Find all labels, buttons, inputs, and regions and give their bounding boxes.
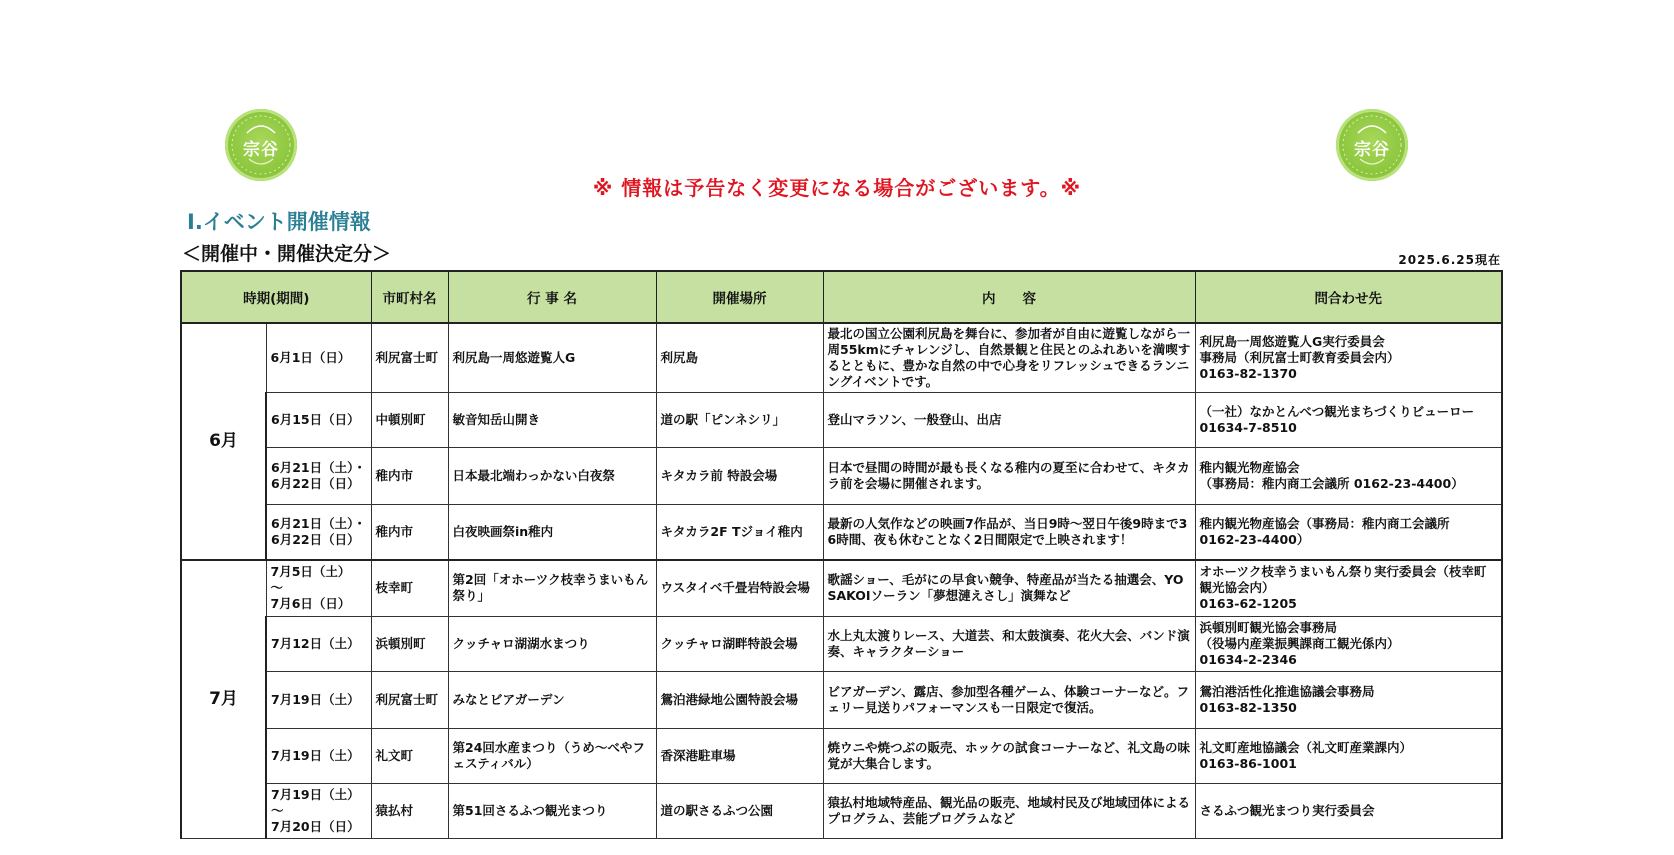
date-cell: 6月21日（土）・ 6月22日（日）: [266, 448, 371, 505]
contact-cell: さるふつ観光まつり実行委員会: [1195, 784, 1502, 839]
event-name-cell: 第2回「オホーツク枝幸うまいもん祭り」: [448, 560, 656, 617]
month-cell: 6月: [181, 323, 266, 560]
section-title: Ⅰ.イベント開催情報: [187, 210, 371, 234]
contact-cell: 鴛泊港活性化推進協議会事務局 0163-82-1350: [1195, 672, 1502, 729]
table-row: [181, 784, 1502, 839]
table-row: [181, 505, 1502, 560]
date-cell: 6月21日（土）・ 6月22日（日）: [266, 505, 371, 560]
town-cell: 中頓別町: [371, 393, 448, 448]
header-town: 市町村名: [371, 271, 448, 323]
change-notice: ※ 情報は予告なく変更になる場合がございます。※: [592, 176, 1082, 200]
town-cell: 浜頓別町: [371, 617, 448, 672]
table-row: [181, 448, 1502, 505]
contact-cell: 稚内観光物産協会（事務局：稚内商工会議所 0162-23-4400）: [1195, 505, 1502, 560]
event-name-cell: 第51回さるふつ観光まつり: [448, 784, 656, 839]
header-content: 内 容: [823, 271, 1195, 323]
header-event: 行 事 名: [448, 271, 656, 323]
date-cell: 7月19日（土）～ 7月20日（日）: [266, 784, 371, 839]
header-contact: 問合わせ先: [1195, 271, 1502, 323]
date-cell: 6月1日（日）: [266, 323, 371, 393]
town-cell: 礼文町: [371, 729, 448, 784]
contact-cell: 利尻島一周悠遊覧人G実行委員会 事務局（利尻富士町教育委員会内） 0163-82-1370: [1195, 323, 1502, 393]
events-table: [180, 270, 1503, 839]
header-period: 時期(期間): [181, 271, 371, 323]
date-cell: 7月19日（土）: [266, 672, 371, 729]
event-name-cell: 敏音知岳山開き: [448, 393, 656, 448]
event-name-cell: みなとビアガーデン: [448, 672, 656, 729]
event-name-cell: 日本最北端わっかない白夜祭: [448, 448, 656, 505]
content-cell: 最新の人気作などの映画7作品が、当日9時～翌日午後9時まで36時間、夜も休むことなく2日間限定で上映されます！: [823, 505, 1195, 560]
venue-cell: 香深港駐車場: [656, 729, 823, 784]
town-cell: 猿払村: [371, 784, 448, 839]
venue-cell: 道の駅「ピンネシリ」: [656, 393, 823, 448]
content-cell: 猿払村地域特産品、観光品の販売、地域村民及び地域団体によるプログラム、芸能プログラムなど: [823, 784, 1195, 839]
table-row: [181, 323, 1502, 393]
content-cell: ビアガーデン、露店、参加型各種ゲーム、体験コーナーなど。フェリー見送りパフォーマンスも一日限定で復活。: [823, 672, 1195, 729]
events-body: [181, 323, 1502, 839]
event-name-cell: 白夜映画祭in稚内: [448, 505, 656, 560]
date-cell: 7月19日（土）: [266, 729, 371, 784]
date-cell: 6月15日（日）: [266, 393, 371, 448]
contact-cell: （一社）なかとんべつ観光まちづくりビューロー 01634-7-8510: [1195, 393, 1502, 448]
date-cell: 7月12日（土）: [266, 617, 371, 672]
content-cell: 水上丸太渡りレース、大道芸、和太鼓演奏、花火大会、バンド演奏、キャラクターショー: [823, 617, 1195, 672]
town-cell: 枝幸町: [371, 560, 448, 617]
event-name-cell: クッチャロ湖湖水まつり: [448, 617, 656, 672]
table-header-row: [181, 271, 1502, 323]
venue-cell: キタカラ前 特設会場: [656, 448, 823, 505]
town-cell: 利尻富士町: [371, 323, 448, 393]
content-cell: 登山マラソン、一般登山、出店: [823, 393, 1195, 448]
header-place: 開催場所: [656, 271, 823, 323]
logo-text: 宗谷: [1354, 140, 1390, 160]
contact-cell: 礼文町産地協議会（礼文町産業課内） 0163-86-1001: [1195, 729, 1502, 784]
venue-cell: キタカラ2F Tジョイ稚内: [656, 505, 823, 560]
venue-cell: クッチャロ湖畔特設会場: [656, 617, 823, 672]
content-cell: 焼ウニや焼つぶの販売、ホッケの試食コーナーなど、礼文島の味覚が大集合します。: [823, 729, 1195, 784]
venue-cell: 利尻島: [656, 323, 823, 393]
contact-cell: オホーツク枝幸うまいもん祭り実行委員会（枝幸町観光協会内） 0163-62-1205: [1195, 560, 1502, 617]
venue-cell: 道の駅さるふつ公園: [656, 784, 823, 839]
table-row: [181, 672, 1502, 729]
town-cell: 稚内市: [371, 448, 448, 505]
contact-cell: 稚内観光物産協会 （事務局：稚内商工会議所 0162-23-4400）: [1195, 448, 1502, 505]
table-row: [181, 560, 1502, 617]
town-cell: 利尻富士町: [371, 672, 448, 729]
content-cell: 日本で昼間の時間が最も長くなる稚内の夏至に合わせて、キタカラ前を会場に開催されます。: [823, 448, 1195, 505]
month-cell: 7月: [181, 560, 266, 839]
table-row: [181, 393, 1502, 448]
sub-title: ＜開催中・開催決定分＞: [182, 243, 392, 265]
soya-logo-right: [1336, 109, 1408, 181]
table-row: [181, 617, 1502, 672]
content-cell: 最北の国立公園利尻島を舞台に、参加者が自由に遊覧しながら一周55kmにチャレンジし、自然景観と住民とのふれあいを満喫するとともに、豊かな自然の中で心身をリフレッシュできるランニングイベントです。: [823, 323, 1195, 393]
town-cell: 稚内市: [371, 505, 448, 560]
date-cell: 7月5日（土） ～ 7月6日（日）: [266, 560, 371, 617]
table-row: [181, 729, 1502, 784]
event-name-cell: 利尻島一周悠遊覧人G: [448, 323, 656, 393]
as-of-date: 2025.6.25現在: [1398, 253, 1501, 267]
event-name-cell: 第24回水産まつり（うめ～べやフェスティバル）: [448, 729, 656, 784]
contact-cell: 浜頓別町観光協会事務局 （役場内産業振興課商工観光係内） 01634-2-2346: [1195, 617, 1502, 672]
content-cell: 歌謡ショー、毛がにの早食い競争、特産品が当たる抽選会、YOSAKOIソーラン「夢想漣えさし」演舞など: [823, 560, 1195, 617]
logo-text: 宗谷: [243, 140, 279, 160]
venue-cell: ウスタイベ千畳岩特設会場: [656, 560, 823, 617]
venue-cell: 鴛泊港緑地公園特設会場: [656, 672, 823, 729]
soya-logo-left: [225, 109, 297, 181]
